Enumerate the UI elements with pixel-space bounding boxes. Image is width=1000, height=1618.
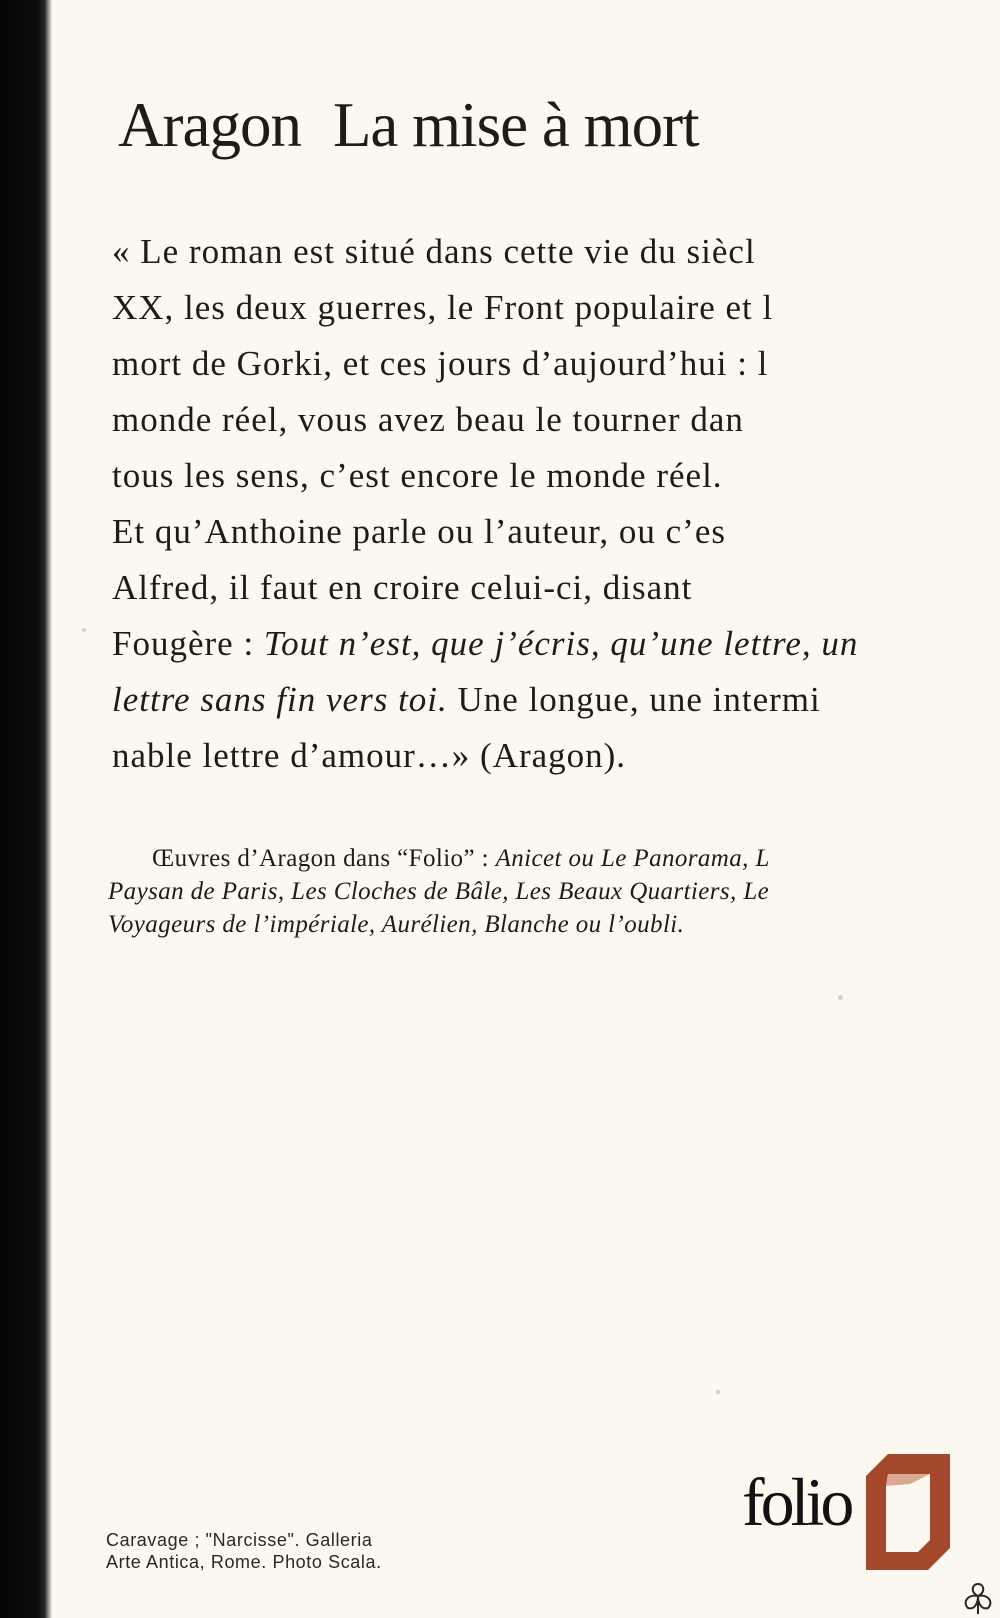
works-titles: Voyageurs de l’impériale, Aurélien, Blanche ou l’oubli. [108,911,685,938]
blurb-line: mort de Gorki, et ces jours d’aujourd’hui : l [112,344,769,383]
paper-speck [82,628,86,632]
author-name: Aragon [118,90,301,160]
blurb-line-plain: Fougère : [112,624,264,663]
credit-line: Caravage ; "Narcisse". Galleria [106,1530,373,1550]
works-titles: Anicet ou Le Panorama, L [495,845,770,872]
folio-wordmark: folio [742,1464,851,1540]
blurb-line: XX, les deux guerres, le Front populaire et l [112,288,774,327]
blurb-line: nable lettre d’amour…» (Aragon). [112,736,627,775]
folio-frame-icon [866,1454,950,1570]
publisher-emblem-icon [958,1580,998,1616]
works-line [108,875,1000,908]
blurb-quote-italic: lettre sans fin vers toi. [112,680,448,719]
blurb-line: « Le roman est situé dans cette vie du siècl [112,232,756,271]
blurb-line [112,616,1000,672]
spine-edge [0,0,52,1618]
blurb-line: Et qu’Anthoine parle ou l’auteur, ou c’es [112,512,726,551]
book-title: La mise à mort [332,90,699,160]
blurb-line: monde réel, vous avez beau le tourner dan [112,400,744,439]
image-credit [106,1529,382,1573]
credit-line: Arte Antica, Rome. Photo Scala. [106,1552,382,1572]
works-line [108,842,1000,875]
paper-speck [716,1390,720,1394]
folio-logo [742,1454,962,1574]
blurb-line-plain: Une longue, une intermi [447,680,821,719]
cover-heading [118,92,699,158]
works-intro: Œuvres d’Aragon dans “Folio” : [152,845,496,872]
blurb-line: Alfred, il faut en croire celui-ci, disant [112,568,693,607]
works-line [108,908,1000,941]
blurb-line: tous les sens, c’est encore le monde réel. [112,456,723,495]
works-titles: Paysan de Paris, Les Cloches de Bâle, Les Beaux Quartiers, Le [108,878,770,905]
blurb-line [112,672,1000,728]
blurb-quote-italic: Tout n’est, que j’écris, qu’une lettre, un [263,624,859,663]
blurb-text [112,224,1000,784]
paper-speck [838,995,843,1000]
other-works-list [108,842,1000,941]
